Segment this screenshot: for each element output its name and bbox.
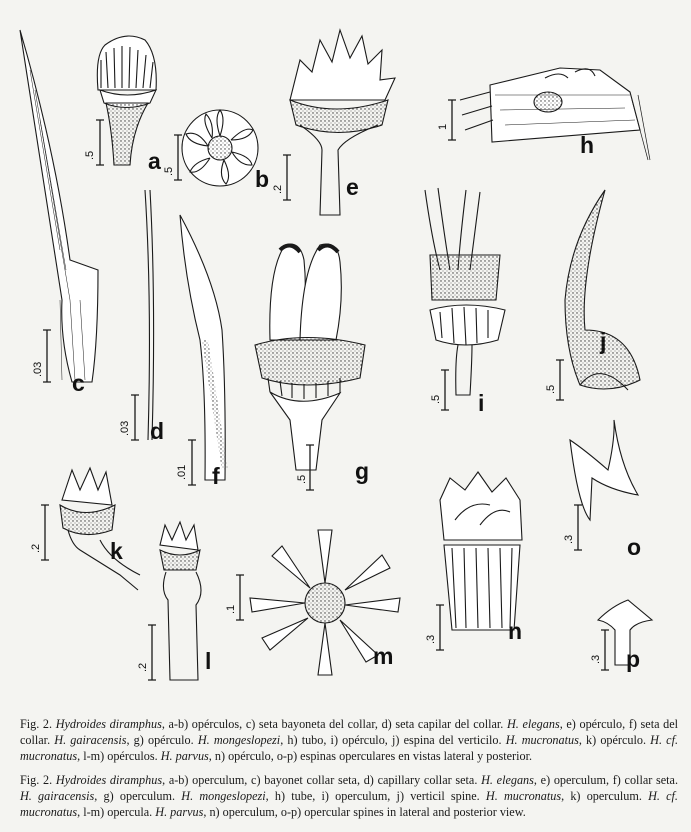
drawing-i-operculum (425, 188, 505, 395)
caption-en-segment: , l-m) opercula. (77, 805, 156, 819)
caption-english (20, 772, 678, 820)
caption-en-segment: H. parvus (155, 805, 204, 819)
drawing-n-operculum (440, 472, 522, 630)
caption-en-segment: , n) operculum, o-p) opercular spines in lateral and posterior view. (203, 805, 526, 819)
panel-label-l: l (205, 648, 212, 674)
caption-en-segment: H. cf. mucronatus (20, 789, 678, 819)
caption-es-segment: , e) opérculo, f) seta del collar. (20, 717, 679, 747)
drawing-b-operculum (182, 110, 258, 186)
caption-es-segment: , h) tubo, i) opérculo, j) espina del verticilo. (280, 733, 506, 747)
panel-label-n: n (508, 618, 523, 644)
scale-h: 1 (437, 123, 449, 130)
scale-d: .03 (119, 420, 131, 436)
drawing-g-operculum (255, 244, 365, 470)
scale-l: .2 (137, 662, 149, 672)
scale-k: .2 (30, 543, 42, 553)
scale-e: .2 (272, 184, 284, 194)
caption-es-segment: Fig. 2. (20, 717, 56, 731)
scale-f: .01 (176, 464, 188, 480)
panel-label-k: k (110, 538, 123, 564)
scale-o: .3 (563, 534, 575, 544)
drawing-f-seta (180, 215, 225, 480)
caption-es-segment: , g) opérculo. (126, 733, 198, 747)
caption-en-segment: , k) operculum. (561, 789, 649, 803)
panel-label-d: d (150, 418, 165, 444)
drawing-p-spine (598, 600, 652, 665)
caption-spanish (20, 716, 678, 764)
drawing-d-seta (145, 190, 154, 440)
panel-label-c: c (72, 370, 85, 396)
caption-es-segment: H. mucronatus (505, 733, 579, 747)
panel-label-f: f (212, 463, 220, 489)
caption-es-segment: , l-m) opérculos. (77, 749, 161, 763)
caption-en-segment: H. elegans (481, 773, 534, 787)
caption-es-segment: H. mongeslopezi (197, 733, 281, 747)
caption-es-segment: H. cf. mucronatus (20, 733, 679, 763)
caption-en-segment: , e) operculum, f) collar seta. (533, 773, 679, 787)
caption-es-segment: , k) opérculo. (578, 733, 651, 747)
caption-es-segment: Hydroides diramphus (55, 717, 162, 731)
panel-label-o: o (627, 534, 642, 560)
scale-a: .5 (84, 150, 96, 160)
caption-es-segment: H. parvus (160, 749, 209, 763)
caption-en-segment: , g) operculum. (94, 789, 182, 803)
scale-n: .3 (425, 634, 437, 644)
scale-i: .5 (430, 394, 442, 404)
panel-label-j: j (600, 328, 607, 354)
panel-label-e: e (346, 174, 359, 200)
caption-es-segment: H. gairacensis (54, 733, 127, 747)
drawing-l-operculum (160, 522, 201, 680)
caption-en-segment: , h) tube, i) operculum, j) verticil spine. (265, 789, 486, 803)
drawing-k-operculum (60, 468, 140, 590)
panel-label-i: i (478, 390, 485, 416)
caption-en-segment: H. gairacensis (20, 789, 95, 803)
drawing-a-operculum (97, 36, 156, 165)
panel-label-g: g (355, 458, 370, 484)
drawing-c-seta (20, 30, 98, 382)
caption-en-segment: Hydroides diramphus (55, 773, 163, 787)
caption-en-segment: , a-b) operculum, c) bayonet collar seta, d) capillary collar seta. (162, 773, 482, 787)
drawing-j-spine (565, 190, 640, 390)
caption-en-segment: H. mucronatus (485, 789, 562, 803)
caption-es-segment: , a-b) opérculos, c) seta bayoneta del collar, d) seta capilar del collar. (161, 717, 507, 731)
panel-label-a: a (148, 148, 161, 174)
panel-label-p: p (626, 646, 641, 672)
scale-c: .03 (32, 361, 44, 377)
panel-label-m: m (373, 643, 394, 669)
scale-g: .5 (296, 474, 308, 484)
caption-es-segment: , n) opérculo, o-p) espinas operculares en vistas lateral y posterior. (208, 749, 532, 763)
caption-es-segment: H. elegans (507, 717, 560, 731)
drawing-h-tube (460, 68, 650, 160)
caption-en-segment: Fig. 2. (20, 773, 56, 787)
scale-j: .5 (545, 384, 557, 394)
scale-b: .5 (163, 166, 175, 176)
panel-label-h: h (580, 132, 595, 158)
scale-m: .1 (225, 604, 237, 614)
scale-p: .3 (590, 654, 602, 664)
caption-en-segment: H. mongeslopezi (181, 789, 266, 803)
panel-label-b: b (255, 166, 270, 192)
drawing-e-operculum (290, 30, 395, 215)
